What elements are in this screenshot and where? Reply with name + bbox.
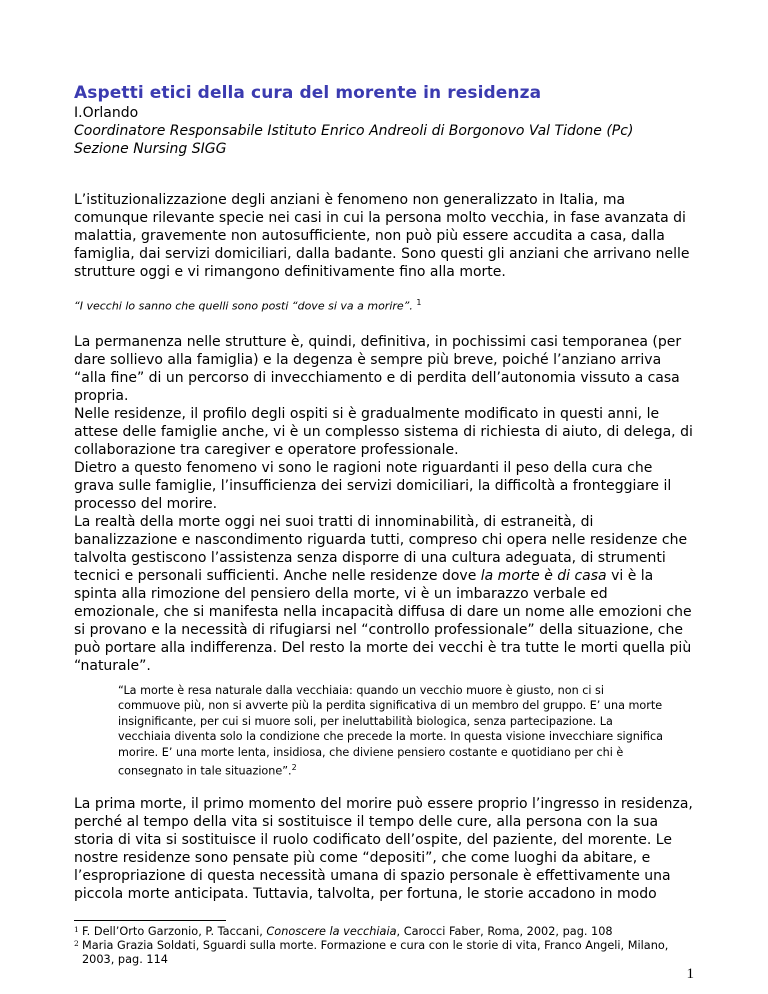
footnote-1 bbox=[74, 925, 694, 939]
author-affiliation: Coordinatore Responsabile Istituto Enrico Andreoli di Borgonovo Val Tidone (Pc) bbox=[74, 123, 634, 139]
paragraph-3-emphasis: la morte è di casa bbox=[480, 567, 607, 584]
intro-paragraph: L’istituzionalizzazione degli anziani è fenomeno non generalizzato in Italia, ma comunque rilevante specie nei casi in cui la persona molto vecchia, in fase avanzata di malattia, gravemente non autosufficiente, non può più essere accudita a casa, dalla famiglia, dai servizi domiciliari, dalla badante. Sono questi gli anziani che arrivano nelle strutture oggi e vi rimangono definitivamente fino alla morte. bbox=[74, 192, 690, 280]
paragraph-2-part-1: La permanenza nelle strutture è, quindi, definitiva, in pochissimi casi temporanea (per dare sollievo alla famiglia) e la degenza è sempre più breve, poiché l’anziano arriva “alla fine” di un percorso di invecchiamento e di perdita dell’autonomia vissuto a casa propria. bbox=[74, 333, 682, 404]
short-quote bbox=[74, 295, 694, 315]
footnotes bbox=[74, 920, 694, 967]
document-title: Aspetti etici della cura del morente in residenza bbox=[74, 83, 542, 103]
footnote-ref-1: 1 bbox=[416, 298, 422, 307]
footnote-separator bbox=[74, 920, 226, 921]
paragraph-3-text-a: La realtà della morte oggi nei suoi tratti di innominabilità, di estraneità, di banalizzazione e nascondimento riguarda tutti, compreso chi opera nelle residenze che talvolta gestiscono l’assistenza senza disporre di una cultura adeguata, di strumenti tecnici e personali sufficienti. Anche nelle residenze dove bbox=[74, 513, 688, 584]
footnote-1-text-b: , Carocci Faber, Roma, 2002, pag. 108 bbox=[396, 925, 613, 938]
paragraph-4: La prima morte, il primo momento del morire può essere proprio l’ingresso in residenza, perché al tempo della vita si sostituisce il tempo delle cure, alla persona con la sua storia di vita si sostituisce il ruolo codificato dell’ospite, del paziente, del morente. Le nostre residenze sono pensate più come “depositi”, che come luoghi da abitare, e l’espropriazione di questa necessità umana di spazio personale è effettivamente una piccola morte anticipata. Tuttavia, talvolta, per fortuna, le storie accadono in modo bbox=[74, 796, 693, 903]
author-section: Sezione Nursing SIGG bbox=[74, 141, 227, 157]
page-number: 1 bbox=[686, 966, 694, 982]
main-content bbox=[74, 82, 694, 903]
footnote-1-text-a: F. Dell’Orto Garzonio, P. Taccani, bbox=[82, 925, 267, 938]
footnote-1-title: Conoscere la vecchiaia bbox=[266, 925, 397, 938]
paragraph-2-part-2: Nelle residenze, il profilo degli ospiti si è gradualmente modificato in questi anni, le attese delle famiglie anche, vi è un complesso sistema di richiesta di aiuto, di delega, di collaborazione tra caregiver e operatore professionale. bbox=[74, 405, 693, 458]
block-quote bbox=[118, 683, 668, 780]
footnote-2 bbox=[74, 939, 694, 967]
author: I.Orlando bbox=[74, 105, 139, 121]
paragraph-2 bbox=[74, 333, 694, 675]
paragraph-3 bbox=[74, 513, 694, 675]
footnote-1-number: 1 bbox=[74, 925, 79, 934]
block-quote-text: “La morte è resa naturale dalla vecchiaia: quando un vecchio muore è giusto, non ci si commuove più, non si avverte più la perdita significativa di un membro del gruppo. E’ una morte insignificante, per cui si muore soli, per ineluttabilità biologica, senza partecipazione. La vecchiaia diventa solo la condizione che precede la morte. In questa visione invecchiare significa morire. E’ una morte lenta, insidiosa, che diviene pensiero costante e quotidiano per chi è consegnato in tale situazione”. bbox=[118, 683, 664, 778]
footnote-2-text: Maria Grazia Soldati, Sguardi sulla morte. Formazione e cura con le storie di vita, Franco Angeli, Milano, 2003, pag. 114 bbox=[82, 939, 669, 966]
footnote-2-number: 2 bbox=[74, 939, 79, 948]
paragraph-2-part-3: Dietro a questo fenomeno vi sono le ragioni note riguardanti il peso della cura che grava sulle famiglie, l’insufficienza dei servizi domiciliari, la difficoltà a fronteggiare il processo del morire. bbox=[74, 459, 672, 512]
footnote-ref-2: 2 bbox=[291, 763, 297, 773]
paragraph-3-text-b: vi è la spinta alla rimozione del pensiero della morte, vi è un imbarazzo verbale ed emozionale, che si manifesta nella incapacità diffusa di dare un nome alle emozioni che si provano e la necessità di rifugiarsi nel “controllo professionale” della situazione, che può portare alla indifferenza. Del resto la morte dei vecchi è tra tutte le morti quella più “naturale”. bbox=[74, 567, 692, 674]
short-quote-text: “I vecchi lo sanno che quelli sono posti “dove si va a morire”. bbox=[74, 299, 413, 313]
